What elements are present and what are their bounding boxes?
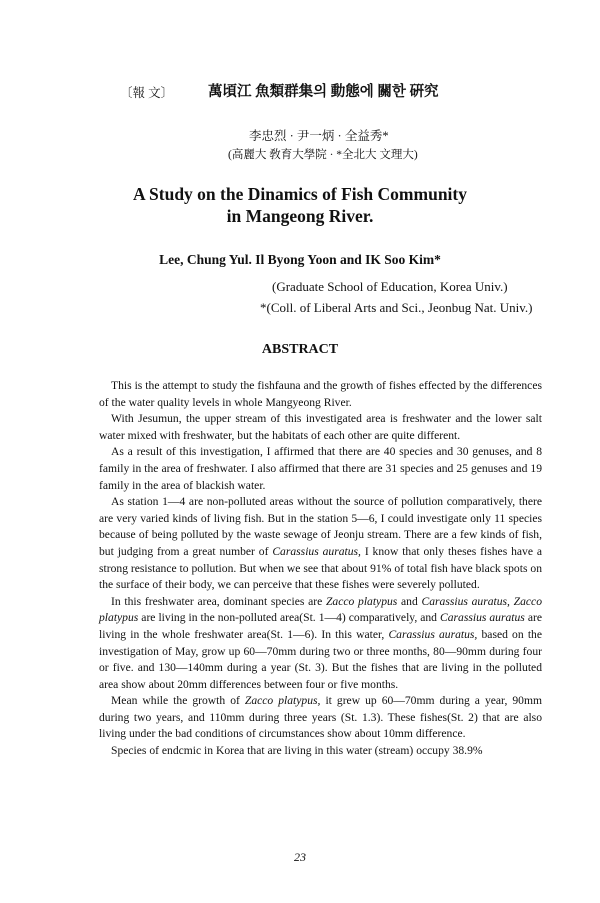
species-name: Zacco platypus, [244,694,321,708]
abstract-paragraph [99,411,542,444]
abstract-paragraph [99,594,542,694]
abstract-paragraph [99,743,542,760]
species-name: Carassius auratus, [272,544,361,558]
species-name: Zacco platypus [325,594,398,608]
english-title-line-1: A Study on the Dinamics of Fish Community [132,184,467,204]
paragraph-text: based on the investigation of May, grow up 60—70mm during two or three months, 80—90mm during four or five. and 130—140mm during a year (St. 3). But the fishes that are living in the polluted area show about 20mm differences between four or five months. [99,627,542,691]
species-name: Carassius auratus, Zacco platypus [99,594,542,625]
abstract-heading: ABSTRACT [261,342,339,357]
paragraph-text: Mean while the growth of [111,694,245,708]
korean-title: 萬頃江 魚類群集의 動態에 關한 硏究 [208,84,439,100]
paragraph-text: are living in the non-polluted area(St. 1—4) comparatively, and [138,611,440,625]
abstract-paragraph [99,378,542,411]
paragraph-text: I know that only theses fishes have a strong resistance to pollution. But when we see that about 91% of total fish have black spots on the surface of their body, we can perceive that these fishes were severely polluted. [99,544,542,592]
korean-authors: 李忠烈 · 尹一炳 · 全益秀* [249,129,389,143]
english-title-line-2: in Mangeong River. [226,206,374,226]
abstract-body [99,378,542,760]
korean-affiliation: (高麗大 敎育大學院 · *全北大 文理大) [228,149,418,161]
abstract-paragraph [99,693,542,743]
paragraph-text: it grew up 60—70mm during a year, 90mm during two years, and 110mm during three years (St. 1.3). These fishes(St. 2) that are also living under the bad conditions of circumstances show about 10mm difference. [99,694,542,741]
abstract-paragraph [99,444,542,494]
paragraph-text: and [397,594,422,608]
species-name: Carassius auratus [439,611,525,625]
species-name: Carassius auratus, [388,627,478,641]
paragraph-text: With Jesumun, the upper stream of this investigated area is freshwater and the lower salt water mixed with freshwater, but the habitats of each other are quite different. [99,412,542,442]
paragraph-text: In this freshwater area, dominant species are [111,594,326,608]
affiliation-line-2: *(Coll. of Liberal Arts and Sci., Jeonbug Nat. Univ.) [260,300,533,315]
paragraph-text: Species of endcmic in Korea that are living in this water (stream) occupy 38.9% [111,744,483,758]
paragraph-text: This is the attempt to study the fishfauna and the growth of fishes effected by the differences of the water quality levels in whole Mangyeong River. [99,379,542,409]
article-type-tag: 〔報 文〕 [120,86,174,100]
affiliation-line-1: (Graduate School of Education, Korea Univ.) [272,279,508,294]
english-authors: Lee, Chung Yul. Il Byong Yoon and IK Soo Kim* [159,252,441,267]
paragraph-text: As station 1—4 are non-polluted areas without the source of pollution comparatively, there are very varied kinds of living fish. But in the station 5—6, I could investigate only 11 species because of being polluted by the waste sewage of Jeonju stream. There are a few kinds of fish, but judging from a great number of [99,495,542,558]
paragraph-text: As a result of this investigation, I affirmed that there are 40 species and 30 genuses, and 8 family in the area of freshwater. I also affirmed that there are 31 species and 25 genuses and 19 family in the area of blackish water. [99,445,542,492]
paragraph-text: are living in the whole freshwater area(St. 1—6). In this water, [99,611,542,641]
abstract-paragraph [99,494,542,594]
page-number: 23 [294,850,306,864]
